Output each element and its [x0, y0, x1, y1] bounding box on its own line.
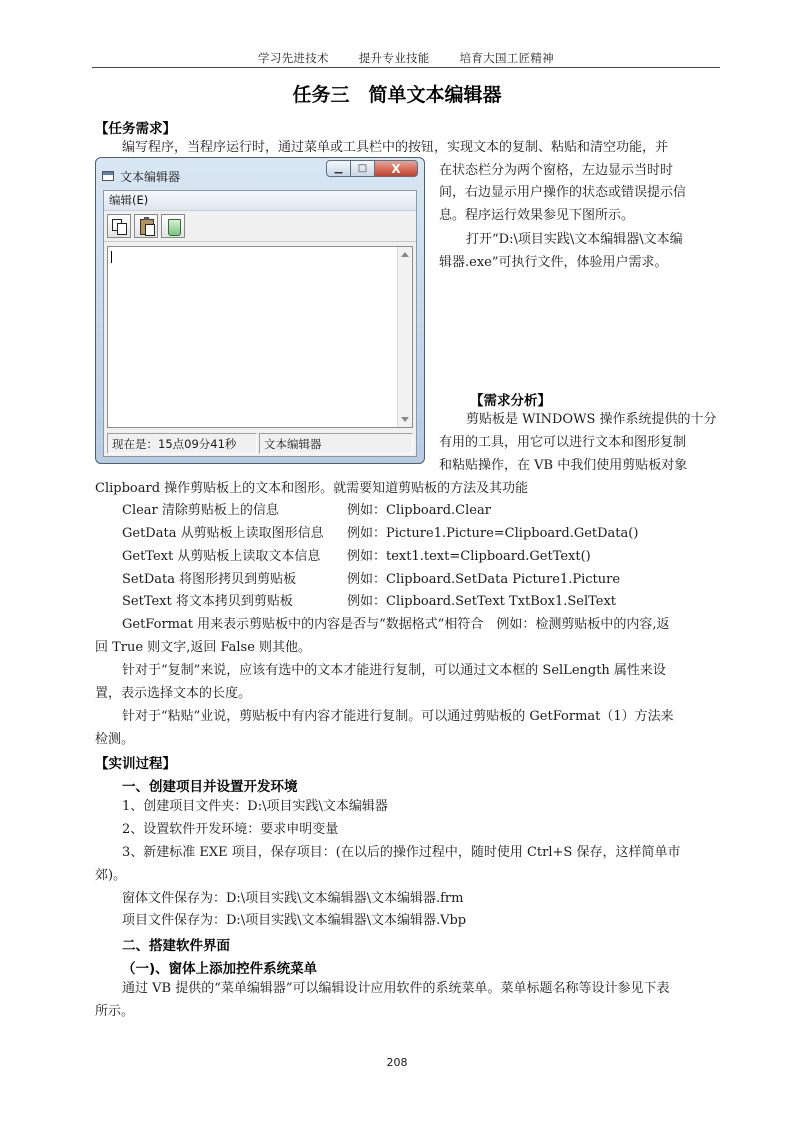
scroll-down-icon[interactable]	[401, 417, 409, 422]
method-example: 例如：Clipboard.Clear	[347, 503, 491, 518]
close-button[interactable]: X	[374, 160, 418, 177]
method-example: 例如：Picture1.Picture=Clipboard.GetData()	[347, 526, 639, 541]
method-example: 例如：Clipboard.SetData Picture1.Picture	[347, 572, 621, 587]
body-line: 有用的工具，用它可以进行文本和图形复制	[439, 435, 687, 450]
step2-subtitle: （一)、窗体上添加控件系统菜单	[122, 961, 318, 977]
status-message: 文本编辑器	[259, 433, 413, 454]
menubar	[104, 191, 416, 211]
window-controls	[327, 160, 418, 177]
body-line: 打开“D:\项目实践\文本编辑器\文本编	[466, 232, 683, 247]
page-number: 208	[386, 1056, 408, 1069]
app-icon	[102, 171, 114, 181]
body-line: 2、设置软件开发环境：要求申明变量	[122, 822, 339, 837]
copy-button[interactable]	[107, 214, 131, 238]
body-line: 针对于“复制”来说，应该有选中的文本才能进行复制，可以通过文本框的 SelLength 属性来设	[122, 663, 666, 678]
body-line: 编写程序，当程序运行时，通过菜单或工具栏中的按钮，实现文本的复制、粘贴和清空功能，并	[122, 140, 669, 155]
paste-button[interactable]	[134, 214, 158, 238]
section-analysis: 【需求分析】	[470, 393, 551, 409]
method-name: GetData 从剪贴板上读取图形信息	[122, 526, 324, 541]
method-example: 例如：Clipboard.SetText TxtBox1.SelText	[347, 594, 617, 609]
header-item: 培育大国工匠精神	[459, 51, 554, 65]
header-rule	[92, 67, 720, 68]
window-title: 文本编辑器	[120, 169, 181, 184]
method-name: SetText 将文本拷贝到剪贴板	[122, 594, 293, 609]
section-requirement: 【任务需求】	[95, 121, 176, 137]
text-editor-window	[95, 157, 425, 464]
window-client	[103, 190, 417, 457]
body-line: 剪贴板是 WINDOWS 操作系统提供的十分	[466, 412, 717, 427]
body-line: 通过 VB 提供的“菜单编辑器”可以编辑设计应用软件的系统菜单。菜单标题名称等设计参见下表	[122, 981, 670, 996]
step2-title: 二、搭建软件界面	[122, 938, 230, 954]
body-line: 和粘贴操作，在 VB 中我们使用剪贴板对象	[439, 458, 688, 473]
body-line: 所示。	[95, 1004, 135, 1019]
body-line: 检测。	[95, 732, 135, 747]
vertical-scrollbar[interactable]	[397, 247, 412, 427]
body-line: 辑器.exe”可执行文件，体验用户需求。	[439, 255, 668, 270]
clear-button[interactable]	[161, 214, 185, 238]
body-line: 3、新建标准 EXE 项目，保存项目：(在以后的操作过程中，随时使用 Ctrl+S 保存，这样简单市	[122, 845, 681, 860]
body-line: 窗体文件保存为：D:\项目实践\文本编辑器\文本编辑器.frm	[122, 891, 464, 906]
body-line: GetFormat 用来表示剪贴板中的内容是否与“数据格式”相符合 例如：检测剪贴板中的内容,返	[122, 617, 670, 632]
window-titlebar	[102, 166, 180, 186]
body-line: 项目文件保存为：D:\项目实践\文本编辑器\文本编辑器.Vbp	[122, 913, 467, 928]
text-caret	[111, 251, 112, 263]
minimize-button[interactable]: ▁	[326, 160, 351, 177]
body-line: 回 True 则文字,返回 False 则其他。	[95, 640, 312, 655]
text-area[interactable]	[107, 246, 413, 428]
body-line: 郊)。	[95, 868, 127, 883]
header-item: 学习先进技术	[258, 51, 329, 65]
step1-title: 一、创建项目并设置开发环境	[122, 779, 298, 795]
toolbar	[104, 211, 416, 242]
body-line: 置，表示选择文本的长度。	[95, 686, 252, 701]
clear-icon	[168, 219, 181, 236]
method-name: GetText 从剪贴板上读取文本信息	[122, 549, 321, 564]
scroll-up-icon[interactable]	[401, 252, 409, 257]
statusbar	[107, 433, 413, 454]
body-line: 针对于“粘贴”业说，剪贴板中有内容才能进行复制。可以通过剪贴板的 GetFormat（1）方法来	[122, 709, 674, 724]
method-name: SetData 将图形拷贝到剪贴板	[122, 572, 297, 587]
section-practice: 【实训过程】	[95, 756, 176, 772]
body-line: Clipboard 操作剪贴板上的文本和图形。就需要知道剪贴板的方法及其功能	[95, 481, 529, 496]
method-example: 例如：text1.text=Clipboard.GetText()	[347, 549, 591, 564]
body-line: 在状态栏分为两个窗格，左边显示当时时	[439, 163, 674, 178]
menu-edit[interactable]: 编辑(E)	[109, 193, 149, 207]
maximize-button[interactable]: □	[350, 160, 375, 177]
body-line: 间，右边显示用户操作的状态或错误提示信	[439, 185, 687, 200]
status-time: 现在是：15点09分41秒	[107, 433, 257, 454]
page-header	[92, 50, 720, 68]
page-title: 任务三 简单文本编辑器	[292, 84, 502, 106]
method-name: Clear 清除剪贴板上的信息	[122, 503, 279, 518]
header-item: 提升专业技能	[358, 51, 430, 65]
body-line: 1、创建项目文件夹：D:\项目实践\文本编辑器	[122, 799, 388, 814]
body-line: 息。程序运行效果参见下图所示。	[439, 208, 635, 223]
